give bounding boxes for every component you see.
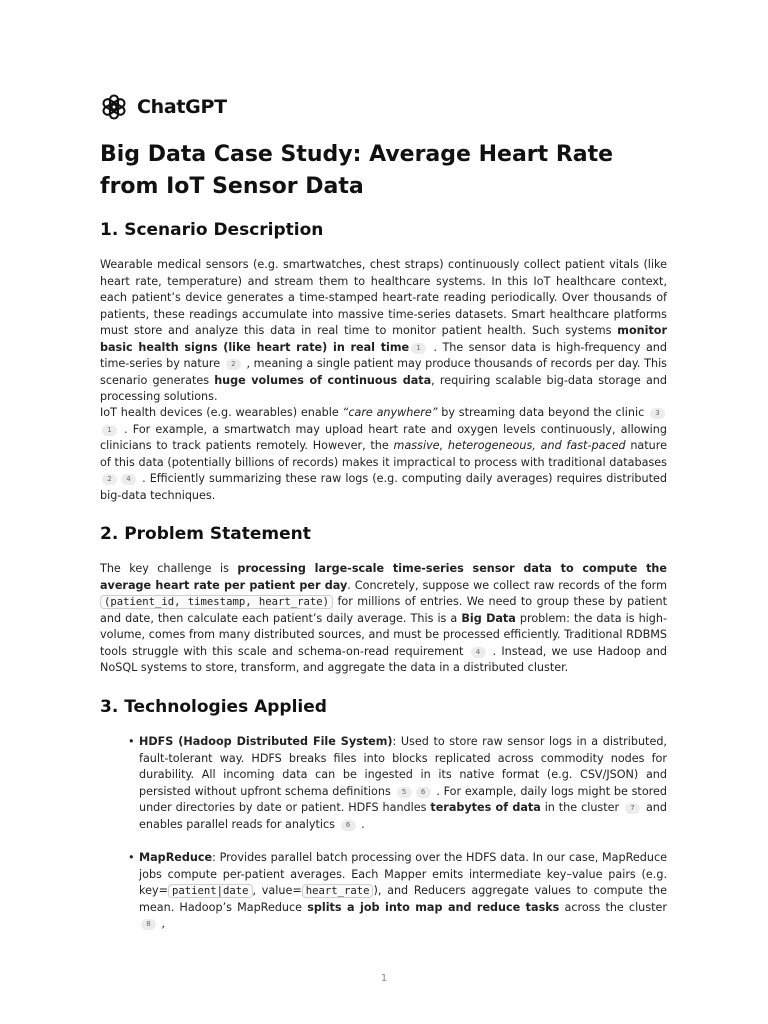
citation-badge[interactable]: 1 — [102, 425, 117, 436]
section-heading-problem: 2. Problem Statement — [100, 524, 311, 544]
inline-code: heart_rate — [302, 884, 374, 898]
list-item-hdfs: • HDFS (Hadoop Distributed File System): Used to store raw sensor logs in a distributed, fault-tolerant way. HDFS breaks files into blocks replicated across commodity nodes for durability. All incoming data can be ingested in its native format (e.g. CSV/JSON) and persisted without upfront schema definitions 5 6 . For example, daily logs might be stored under directories by date or patient. HDFS handles terabytes of data in the cluster 7 and enables parallel reads for analytics 6 . — [128, 734, 667, 833]
citation-badge[interactable]: 6 — [341, 820, 356, 831]
scenario-paragraph-2: IoT health devices (e.g. wearables) enable “care anywhere” by streaming data beyond the clinic 31 . For example, a smartwatch may upload heart rate and oxygen levels continuously, allowing clinicians to track patients remotely. However, the massive, heterogeneous, and fast-paced nature of this data (potentially billions of records) makes it impractical to process with traditional databases 2 4 . Efficiently summarizing these raw logs (e.g. computing daily averages) requires distributed big-data techniques. — [100, 406, 668, 502]
page-number: 1 — [380, 973, 388, 984]
citation-badge[interactable]: 3 — [650, 408, 665, 419]
citation-badge[interactable]: 2 — [102, 474, 117, 485]
list-item-mapreduce: • MapReduce: Provides parallel batch processing over the HDFS data. In our case, MapReduce jobs compute per-patient averages. Each Mapper emits intermediate key–value pairs (e.g. key= patient|date , value= heart_rate ), and Reducers aggregate values to compute the mean. Hadoop’s MapReduce splits a job into map and reduce tasks across the cluster 8 , — [128, 850, 667, 933]
citation-badge[interactable]: 4 — [121, 474, 136, 485]
brand-header — [100, 93, 227, 121]
scenario-paragraph-1: Wearable medical sensors (e.g. smartwatches, chest straps) continuously collect patient vitals (like heart rate, temperature) and stream them to healthcare systems. In this IoT healthcare context, each patient’s device generates a time-stamped heart-rate reading periodically. Over thousands of patients, these readings accumulate into massive time-series datasets. Smart healthcare platforms must store and analyze this data in real time to monitor patient health. Such systems monitor basic health signs (like heart rate) in real time 1 . The sensor data is high-frequency and time-series by nature 2 , meaning a single patient may produce thousands of records per day. This scenario generates huge volumes of continuous data, requiring scalable big-data storage and processing solutions. — [100, 258, 668, 403]
citation-badge[interactable]: 4 — [471, 647, 486, 658]
section-heading-scenario: 1. Scenario Description — [100, 220, 324, 240]
problem-paragraph: The key challenge is processing large-scale time-series sensor data to compute the average heart rate per patient per day. Concretely, suppose we collect raw records of the form (patient_id, timestamp, heart_rate) for millions of entries. We need to group these by patient and date, then calculate each patient’s daily average. This is a Big Data problem: the data is high-volume, comes from many distributed sources, and must be processed efficiently. Traditional RDBMS tools struggle with this scale and schema-on-read requirement 4 . Instead, we use Hadoop and NoSQL systems to store, transform, and aggregate the data in a distributed cluster. — [100, 562, 668, 674]
citation-badge[interactable]: 8 — [141, 919, 156, 930]
document-title: Big Data Case Study: Average Heart Rate from IoT Sensor Data — [100, 142, 614, 199]
citation-badge[interactable]: 1 — [411, 343, 426, 354]
technologies-list — [128, 734, 667, 933]
brand-name: ChatGPT — [137, 96, 227, 118]
inline-code: (patient_id, timestamp, heart_rate) — [100, 595, 333, 609]
citation-badge[interactable]: 7 — [625, 803, 640, 814]
inline-code: patient|date — [168, 884, 253, 898]
openai-logo-icon — [100, 93, 128, 121]
citation-badge[interactable]: 2 — [226, 359, 241, 370]
section-heading-technologies: 3. Technologies Applied — [100, 697, 327, 717]
citation-badge[interactable]: 5 — [397, 787, 412, 798]
citation-badge[interactable]: 6 — [416, 787, 431, 798]
